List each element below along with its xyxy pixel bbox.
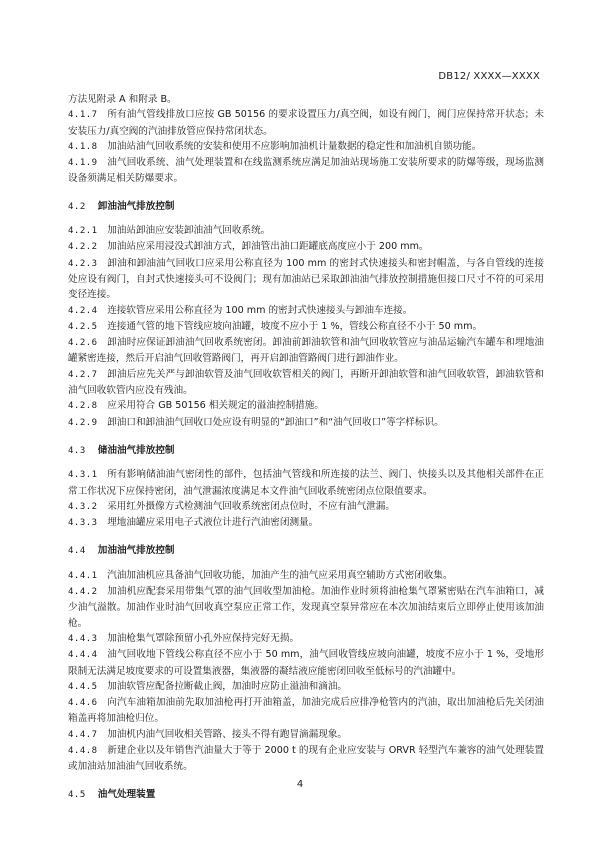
clause-text: 所有油气管线排放口应按 GB 50156 的要求设置压力/真空阀，如设有阀门，阀门应保持常开状态；未安装压力/真空阀的汽油排放管应保持常闭状态。 <box>68 109 544 137</box>
clause-text: 加油枪集气罩除预留小孔外应保持完好无损。 <box>107 632 300 644</box>
clause-paragraph <box>68 415 544 431</box>
clause-text: 所有影响储油油气密闭性的部件，包括油气管线和所连接的法兰、阀门、快接头以及其他相关部件在正常工作状况下应保持密闭，油气泄漏浓度满足本文件油气回收系统密闭点位限值要求。 <box>68 469 544 497</box>
clause-list-4-3 <box>68 467 544 531</box>
clause-text: 连接软管应采用公称直径为 100 mm 的密封式快速接头与卸油车连接。 <box>107 304 413 316</box>
clause-paragraph <box>68 584 544 631</box>
clause-text: 新建企业以及年销售汽油量大于等于 2000 t 的现有企业应安装与 ORVR 轻型汽车兼容的油气处理装置或加油站加油油气回收系统。 <box>68 744 544 773</box>
clause-number: 4.3.1 <box>68 470 98 481</box>
clause-paragraph <box>68 679 544 695</box>
clause-number: 4.2.6 <box>68 338 98 349</box>
clause-paragraph <box>68 499 544 515</box>
clause-text: 加油机应配套采用带集气罩的油气回收型加油枪。加油作业时须将油枪集气罩紧密贴在汽车油箱口，减少油气溢散。加油作业时油气回收真空泵应正常工作，发现真空泵异常应在本次加油结束后立即停止使用该加油枪。 <box>68 586 544 629</box>
clause-text: 油气回收系统、油气处理装置和在线监测系统应满足加油站现场施工安装所要求的防爆等级，现场监测设备须满足相关防爆要求。 <box>68 157 544 185</box>
clause-list-4-2 <box>68 223 544 431</box>
clause-number: 4.2.3 <box>68 258 98 269</box>
clause-paragraph <box>68 139 544 155</box>
clause-number: 4.4.7 <box>68 729 98 740</box>
section-number: 4.5 <box>68 789 86 800</box>
clause-list-4-1 <box>68 107 544 186</box>
clause-number: 4.2.7 <box>68 369 98 380</box>
clause-list-4-4 <box>68 568 544 775</box>
clause-text: 卸油和卸油油气回收口应采用公称直径为 100 mm 的密封式快速接头和密封帽盖，与各自管线的连接处应设有阀门，自封式快速接头可不设阀门；现有加油站已采取卸油油气排放控制措施但接口尺寸不符的可采用变径连接。 <box>68 257 544 301</box>
clause-number: 4.2.1 <box>68 226 98 237</box>
clause-text: 应采用符合 GB 50156 相关规定的溢油控制措施。 <box>107 400 324 412</box>
clause-text: 汽油加油机应具备油气回收功能，加油产生的油气应采用真空辅助方式密闭收集。 <box>107 569 453 581</box>
clause-text: 油气回收地下管线公称直径不应小于 50 mm，油气回收管线应坡向油罐，坡度不应小于 1 %，受地形限制无法满足坡度要求的可设置集液器，集液器的凝结液应能密闭回收至低标号的汽油罐中。 <box>68 649 544 677</box>
clause-text: 连接通气管的地下管线应坡向油罐，坡度不应小于 1 %，管线公称直径不小于 50 mm。 <box>107 320 483 332</box>
clause-number: 4.4.5 <box>68 681 98 692</box>
clause-paragraph <box>68 335 544 367</box>
clause-text: 向汽车油箱加油前先取加油枪再打开油箱盖，加油完成后应排净枪管内的汽油，取出加油枪后先关闭油箱盖再将加油枪归位。 <box>68 697 544 725</box>
section-number: 4.3 <box>68 445 86 456</box>
clause-number: 4.1.9 <box>68 158 98 169</box>
section-title: 油气处理装置 <box>97 788 156 800</box>
clause-paragraph <box>68 223 544 239</box>
clause-text: 卸油口和卸油油气回收口处应设有明显的“卸油口”和“油气回收口”等字样标识。 <box>107 416 444 428</box>
clause-number: 4.4.4 <box>68 650 98 661</box>
clause-paragraph <box>68 568 544 584</box>
section-heading-4-4 <box>68 543 544 559</box>
clause-number: 4.2.9 <box>68 417 98 428</box>
section-title: 加油油气排放控制 <box>97 545 175 557</box>
clause-number: 4.3.3 <box>68 518 98 529</box>
clause-text: 加油机内油气回收相关管路、接头不得有跑冒滴漏现象。 <box>107 728 348 740</box>
clause-paragraph <box>68 727 544 743</box>
document-code-header: DB12/ XXXX—XXXX <box>438 71 540 82</box>
clause-number: 4.2.2 <box>68 242 98 253</box>
clause-paragraph <box>68 256 544 303</box>
document-body <box>68 92 544 811</box>
clause-number: 4.4.3 <box>68 633 98 644</box>
continuation-paragraph: 方法见附录 A 和附录 B。 <box>68 94 177 105</box>
clause-paragraph <box>68 647 544 679</box>
section-title: 卸油油气排放控制 <box>97 200 175 212</box>
clause-number: 4.4.6 <box>68 698 98 709</box>
section-number: 4.4 <box>68 546 86 557</box>
clause-paragraph <box>68 107 544 139</box>
section-title: 储油油气排放控制 <box>97 444 175 456</box>
page-number: 4 <box>296 779 304 790</box>
clause-number: 4.2.5 <box>68 321 98 332</box>
clause-number: 4.2.4 <box>68 305 98 316</box>
clause-paragraph <box>68 319 544 335</box>
clause-paragraph <box>68 695 544 727</box>
clause-paragraph <box>68 743 544 775</box>
clause-number: 4.4.8 <box>68 745 98 756</box>
clause-paragraph <box>68 367 544 399</box>
clause-text: 埋地油罐应采用电子式液位计进行汽油密闭测量。 <box>107 517 319 529</box>
clause-number: 4.3.2 <box>68 501 98 512</box>
clause-text: 卸油时应保证卸油油气回收系统密闭。卸油前卸油软管和油气回收软管应与油品运输汽车罐车和埋地油罐紧密连接，然后开启油气回收管路阀门，再开启卸油管路阀门进行卸油作业。 <box>68 337 544 365</box>
clause-text: 卸油后应先关严与卸油软管及油气回收软管相关的阀门，再断开卸油软管和油气回收软管，卸油软管和油气回收软管内应没有残油。 <box>68 368 544 397</box>
clause-paragraph <box>68 467 544 499</box>
clause-text: 采用红外摄像方式检测油气回收系统密闭点位时，不应有油气泄漏。 <box>107 500 395 512</box>
clause-paragraph <box>68 515 544 531</box>
clause-number: 4.1.8 <box>68 141 98 152</box>
clause-text: 加油站油气回收系统的安装和使用不应影响加油机计量数据的稳定性和加油机自锁功能。 <box>107 140 482 152</box>
clause-paragraph <box>68 631 544 647</box>
section-number: 4.2 <box>68 201 86 212</box>
clause-text: 加油站卸油应安装卸油油气回收系统。 <box>107 225 271 237</box>
clause-text: 加油软管应配备拉断截止阀，加油时应防止溢油和滴油。 <box>107 680 348 692</box>
clause-text: 加油站应采用浸没式卸油方式，卸油管出油口距罐底高度应小于 200 mm。 <box>107 241 429 253</box>
clause-number: 4.4.1 <box>68 570 98 581</box>
clause-paragraph <box>68 155 544 187</box>
clause-number: 4.2.8 <box>68 401 98 412</box>
clause-number: 4.4.2 <box>68 587 98 598</box>
clause-number: 4.1.7 <box>68 110 98 121</box>
clause-paragraph <box>68 239 544 255</box>
clause-paragraph <box>68 303 544 319</box>
section-heading-4-2 <box>68 199 544 215</box>
section-heading-4-3 <box>68 443 544 459</box>
clause-paragraph <box>68 398 544 414</box>
